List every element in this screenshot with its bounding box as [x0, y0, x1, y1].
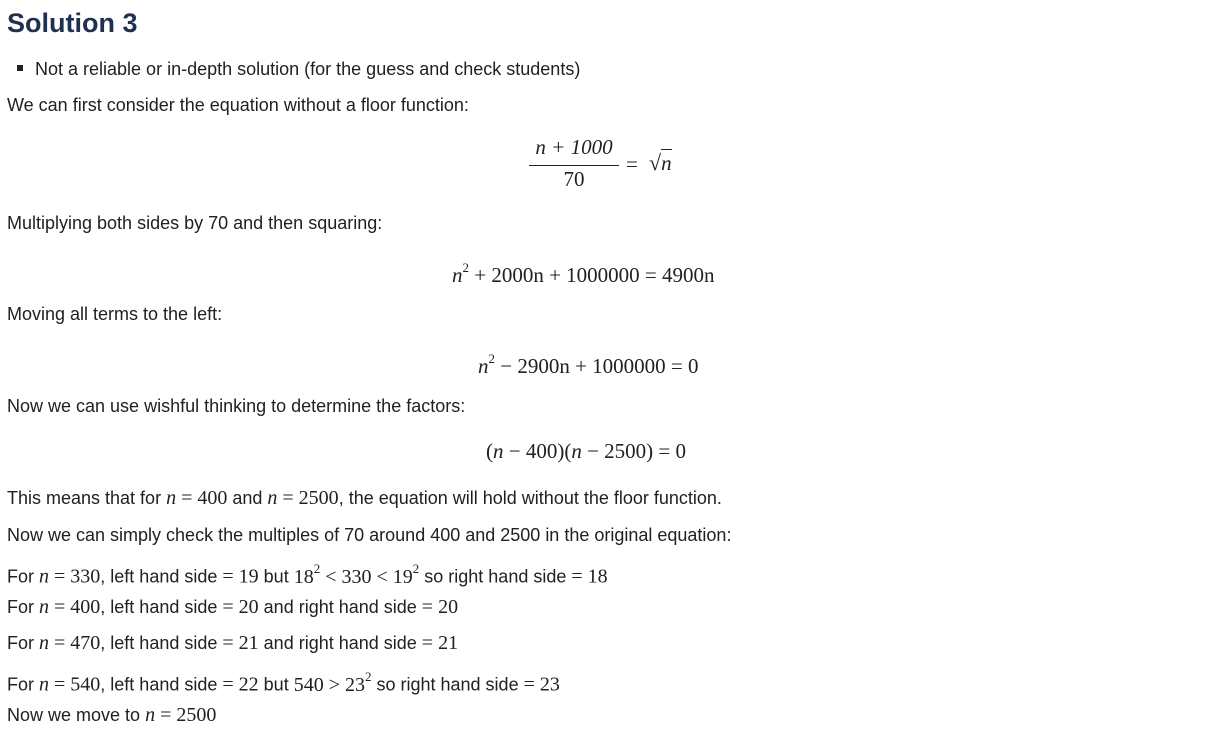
equation-squared: $n^2 + 2000n + 1000000 = 4900n$ — [452, 260, 715, 287]
solution-heading: Solution 3 — [7, 8, 138, 38]
fraction-equation — [526, 135, 688, 195]
check-connector: but — [258, 674, 294, 695]
sqrt-radicand: n — [661, 151, 672, 175]
check-row — [7, 595, 458, 619]
check-rhs-label: so right hand side — [371, 674, 524, 695]
intro-text: We can first consider the equation without a floor function: — [7, 95, 469, 115]
check-inequality: $540 > 23^2$ — [293, 669, 372, 696]
step-factor-text: Now we can use wishful thinking to determine the factors: — [7, 396, 466, 416]
check-lhs-value: = 19 — [222, 565, 259, 588]
check-inequality: $18^2 < 330 < 19^2$ — [293, 561, 420, 588]
check-lhs-value: = 21 — [222, 632, 259, 654]
check-connector: but — [258, 566, 294, 587]
check-cond: n = 470 — [39, 632, 101, 654]
check-for: For — [7, 674, 40, 695]
sqrt-expression — [649, 149, 672, 176]
check-cond: n = 400 — [39, 596, 101, 618]
check-row — [7, 667, 560, 697]
check-rhs-value: = 20 — [421, 596, 459, 618]
sqrt-symbol: √ — [649, 150, 662, 175]
fraction-denominator: 70 — [563, 167, 585, 191]
step-multiply-text: Multiplying both sides by 70 and then squaring: — [7, 213, 383, 233]
check-lhs-label: , left hand side — [100, 633, 223, 653]
check-connector: and right hand side — [258, 633, 422, 653]
bullet-note — [17, 57, 580, 81]
check-row — [7, 559, 608, 589]
step-move-text: Moving all terms to the left: — [7, 304, 223, 324]
bullet-text: Not a reliable or in-depth solution (for the guess and check students) — [35, 59, 581, 79]
fraction-numerator: n + 1000 — [535, 135, 613, 159]
check-cond: n = 540 — [39, 673, 101, 696]
equation-quadratic: $n^2 - 2900n + 1000000 = 0$ — [478, 351, 699, 378]
means-cond2: n = 2500 — [267, 487, 339, 509]
check-cond: n = 330 — [39, 565, 101, 588]
next-pre: Now we move to — [7, 705, 146, 725]
fraction-equals: = — [626, 152, 638, 176]
means-post: , the equation will hold without the floor function. — [338, 488, 722, 508]
check-for: For — [7, 633, 40, 653]
means-line — [7, 486, 722, 510]
check-for: For — [7, 597, 40, 617]
check-rhs-value: = 21 — [421, 632, 459, 654]
check-rhs-value: = 18 — [571, 565, 608, 588]
means-cond1: n = 400 — [166, 487, 228, 509]
check-lhs-label: , left hand side — [100, 566, 223, 587]
check-row — [7, 631, 458, 655]
check-lhs-value: = 20 — [222, 596, 259, 618]
fraction-bar — [529, 165, 619, 166]
check-lhs-value: = 22 — [222, 673, 259, 696]
next-cond: n = 2500 — [145, 704, 217, 726]
check-rhs-value: = 23 — [523, 673, 560, 696]
check-intro-text: Now we can simply check the multiples of 70 around 400 and 2500 in the original equation: — [7, 525, 732, 545]
equation-factored: (n − 400)(n − 2500) = 0 — [486, 439, 687, 463]
means-pre: This means that for — [7, 488, 167, 508]
next-step-line — [7, 703, 216, 727]
check-rhs-label: so right hand side — [419, 566, 572, 587]
check-lhs-label: , left hand side — [100, 597, 223, 617]
check-for: For — [7, 566, 40, 587]
bullet-marker — [17, 65, 23, 71]
check-lhs-label: , left hand side — [100, 674, 223, 695]
means-mid: and — [227, 488, 268, 508]
check-connector: and right hand side — [258, 597, 422, 617]
